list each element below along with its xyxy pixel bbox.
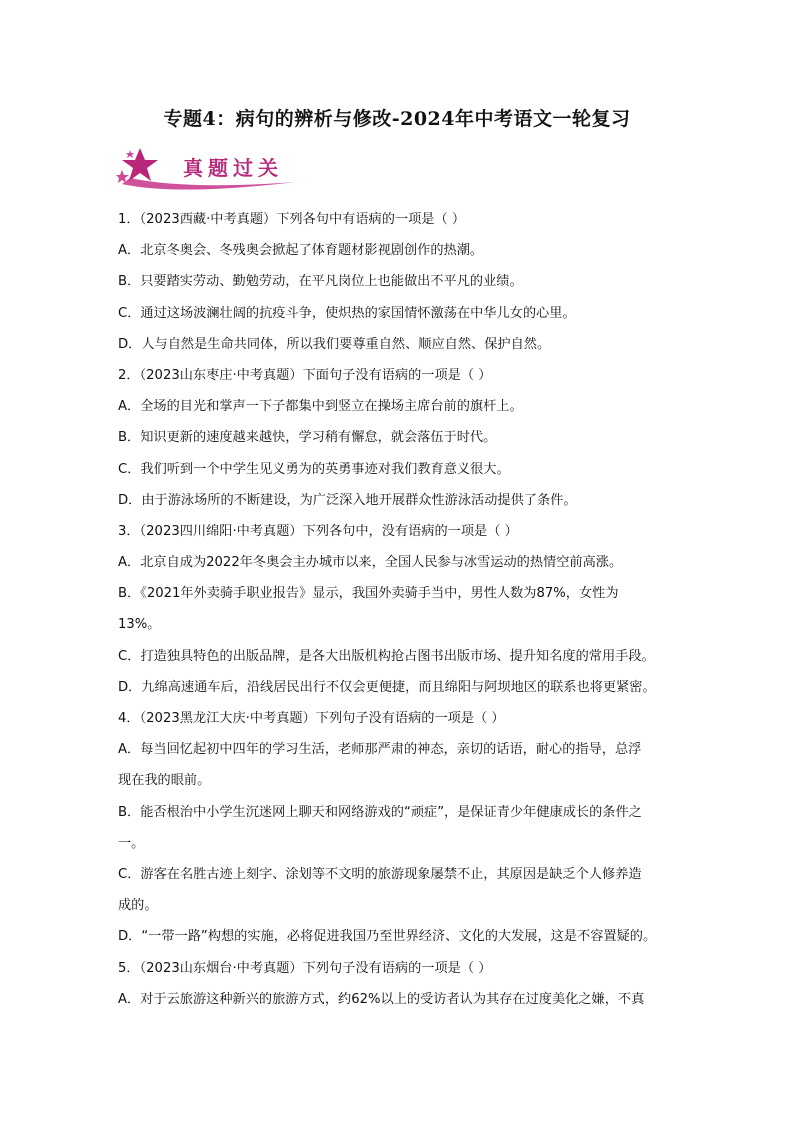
option-line: A．每当回忆起初中四年的学习生活，老师那严肃的神态，亲切的话语，耐心的指导，总浮 [118,742,642,758]
option-line: A．对于云旅游这种新兴的旅游方式，约62%以上的受访者认为其存在过度美化之嫌，不真 [118,991,645,1007]
option-line: C．通过这场波澜壮阔的抗疫斗争，使炽热的家国情怀激荡在中华儿女的心里。 [118,305,576,321]
option-line: A．北京自成为2022年冬奥会主办城市以来，全国人民参与冰雪运动的热情空前高涨。 [118,555,623,571]
question-4-stem: 4．（2023黑龙江大庆·中考真题）下列句子没有语病的一项是（ ） [118,711,505,726]
question-5-stem: 5．（2023山东烟台·中考真题）下列句子没有语病的一项是（ ） [118,960,492,976]
question-1-stem: 1．（2023西藏·中考真题）下列各句中有语病的一项是（ ） [118,212,466,227]
document-title: 专题4：病句的辨析与修改-2024年中考语文一轮复习 [163,108,631,130]
option-line: D．“一带一路”构想的实施，必将促进我国乃至世界经济、文化的大发展，这是不容置疑的。 [118,929,657,945]
section-banner-label: 真题过关 [183,156,283,180]
option-line-continued: 一。 [118,835,145,851]
option-line: A．全场的目光和掌声一下子都集中到竖立在操场主席台前的旗杆上。 [118,399,523,415]
option-line: C．我们听到一个中学生见义勇为的英勇事迹对我们教育意义很大。 [118,461,510,477]
option-line: D．由于游泳场所的不断建设，为广泛深入地开展群众性游泳活动提供了条件。 [118,492,577,508]
option-line: C．游客在名胜古迹上刻字、涂划等不文明的旅游现象屡禁不止，其原因是缺乏个人修养造 [118,866,642,882]
option-line: C．打造独具特色的出版品牌，是各大出版机构抢占图书出版市场、提升知名度的常用手段。 [118,648,655,664]
option-line: B．知识更新的速度越来越快，学习稍有懈怠，就会落伍于时代。 [118,430,497,446]
question-3-stem: 3．（2023四川绵阳·中考真题）下列各句中，没有语病的一项是（ ） [118,523,518,539]
option-line: D．九绵高速通车后，沿线居民出行不仅会更便捷，而且绵阳与阿坝地区的联系也将更紧密。 [118,679,656,695]
option-line-continued: 现在我的眼前。 [118,773,211,789]
option-line: B．能否根治中小学生沉迷网上聊天和网络游戏的“顽症”，是保证青少年健康成长的条件之 [118,804,642,820]
option-line: A．北京冬奥会、冬残奥会掀起了体育题材影视剧创作的热潮。 [118,243,484,259]
question-list [118,204,683,1015]
option-line: D．人与自然是生命共同体，所以我们要尊重自然、顺应自然、保护自然。 [118,336,551,352]
option-line-continued: 13%。 [118,617,161,633]
question-2-stem: 2．（2023山东枣庄·中考真题）下面句子没有语病的一项是（ ） [118,367,492,383]
option-line: B．只要踏实劳动、勤勉劳动，在平凡岗位上也能做出不平凡的业绩。 [118,274,523,290]
option-line-continued: 成的。 [118,898,158,914]
option-line: B．《2021年外卖骑手职业报告》显示，我国外卖骑手当中，男性人数为87%，女性为 [118,586,619,602]
section-banner [116,146,306,194]
